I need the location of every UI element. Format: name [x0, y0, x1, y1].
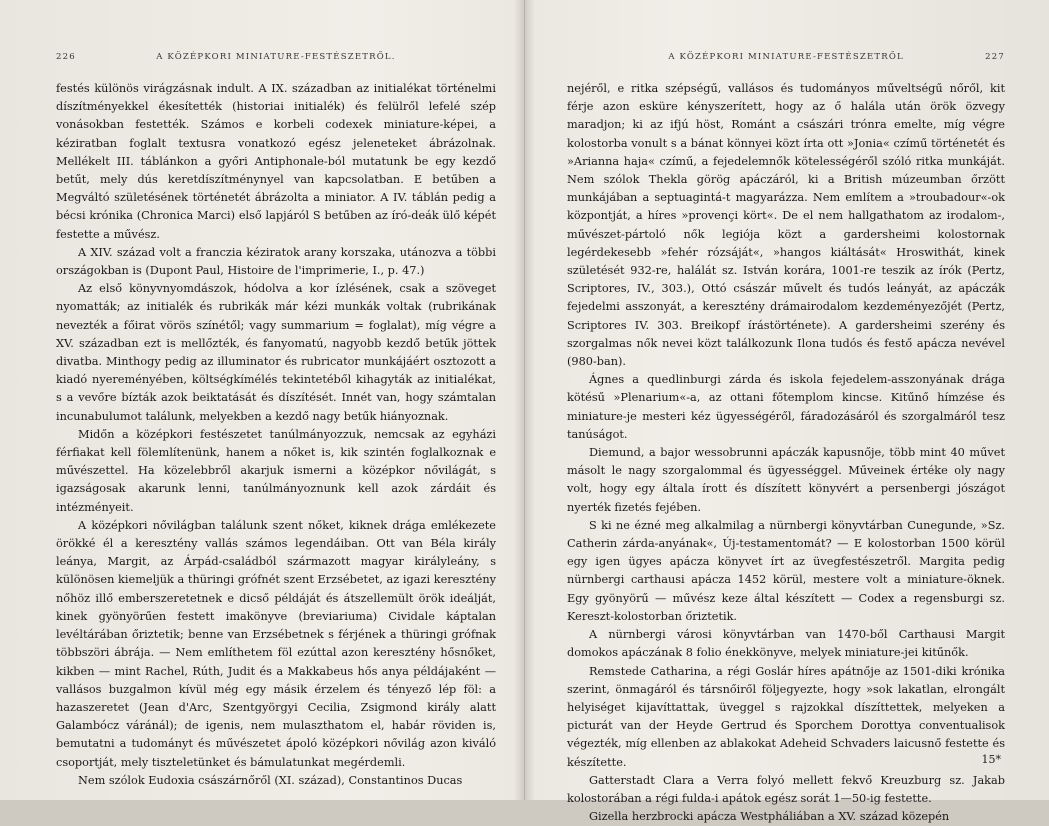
paragraph: festés különös virágzásnak indult. A IX. században az initialékat történelmi díszítményekkel ékesítették (historiai initialék) és felülről lefelé szép vonásokban festették. Számos e korbeli codexek miniature-képei, a kéziratban foglalt textusra vonatkozó egész jeleneteket ábrázolnak. Mellékelt III. táblánkon a győri Antiphonale-ból mutatunk be egy kezdő betűt, mely dús keretdíszítménynyel van kapcsolatban. E betűben a Megváltó születésének történetét ábrázolta a miniator. A IV. táblán pedig a bécsi krónika (Chronica Marci) első lapjáról S betűben az író-deák ülő képét festette a művész. — [56, 82, 496, 241]
right-running-head — [567, 52, 1005, 68]
paragraph: Ágnes a quedlinburgi zárda és iskola fejedelem-asszonyának drága kötésű »Plenarium«-a, az ottani főtemplom kincse. Kitűnő hímzése és miniature-je mesteri kéz ügyességéről, fáradozásáról és szorgalmáról tesz tanúságot. — [567, 373, 1005, 441]
paragraph: A középkori nővilágban találunk szent nőket, kiknek drága emlékezete örökké él a keresztény vallás számos legendáiban. Ott van Béla király leánya, Margit, az Árpád-családból származott magyar királyleány, s különösen kiemeljük a thüringi grófnét szent Erzsébetet, az igazi keresztény nőhöz illő emberszeretetnek e dicső példáját és átszellemült örök ideálját, kinek gyönyörűen festett imakönyve (breviariuma) Cividale káptalan levéltárában őriztetik; benne van Erzsébetnek s férjének a thüringi grófnak többszöri ábrája. — Nem említhetem föl ezúttal azon keresztény hősnőket, kikben — mint Rachel, Rúth, Judit és a Makkabeus hős anya példájaként — vallásos buzgalmon kívül még egy másik érzelem és tényező lép föl: a hazaszeretet (Jean d'Arc, Szentgyörgyi Cecilia, Zsigmond király alatt Galambócz váránál); de igenis, nem mulaszthatom el, habár röviden is, bemutatni a tudományt és művészetet ápoló középkori nővilág azon kiváló csoportját, mely tiszteletünket és bámulatunkat megérdemli. — [56, 518, 496, 769]
left-page — [0, 0, 524, 800]
paragraph: Remstede Catharina, a régi Goslár híres apátnője az 1501-diki krónika szerint, önmagáról és társnőiről följegyezte, hogy »sok lakatlan, elrongált helyiséget kijavíttattak, üveggel s rajzokkal díszíttettek, melyeken a picturát van der Heyde Gertrud és Sporchem Dorottya conventualisok végezték, míg ellenben az ablakokat Adeheid Schvaders laicusnő festette és készítette. — [567, 664, 1005, 769]
right-page — [525, 0, 1049, 824]
paragraph: Gizella herzbrocki apácza Westpháliában a XV. század közepén — [589, 810, 950, 824]
left-running-title: A KÖZÉPKORI MINIATURE-FESTÉSZETRŐL. — [156, 52, 396, 62]
right-page-text — [567, 80, 1005, 826]
right-running-title: A KÖZÉPKORI MINIATURE-FESTÉSZETRŐL — [668, 52, 904, 62]
paragraph: A nürnbergi városi könyvtárban van 1470-ből Carthausi Margit domokos apáczának 8 folio énekkönyve, melyek miniature-jei kitűnők. — [567, 628, 1005, 660]
paragraph: Gatterstadt Clara a Verra folyó mellett fekvő Kreuzburg sz. Jakab kolostorában a régi fulda-i apátok egész sorát 1—50-ig festette. — [567, 773, 1005, 805]
paragraph: A XIV. század volt a franczia kéziratok arany korszaka, utánozva a többi országokban is (Dupont Paul, Histoire de l'imprimerie, I., p. 47.) — [56, 245, 496, 278]
paragraph: Nem szólok Eudoxia császárnőről (XI. század), Constantinos Ducas — [78, 773, 463, 787]
signature-mark: 15* — [981, 753, 1001, 766]
paragraph: Midőn a középkori festészetet tanúlmányozzuk, nemcsak az egyházi férfiakat kell fölemlítenünk, hanem a nőket is, kik szintén foglalkoznak e művészettel. Ha közelebbről akarjuk ismerni a középkor nővilágát, s igazságosak akarunk lenni, tanúlmányoznunk kell azok zárdáit és intézményeit. — [56, 427, 496, 514]
left-page-text — [56, 80, 496, 790]
right-page-number: 227 — [985, 52, 1005, 62]
left-page-number: 226 — [56, 52, 76, 62]
paragraph: Diemund, a bajor wessobrunni apáczák kapusnője, több mint 40 művet másolt le nagy szorgalommal és ügyességgel. Műveinek értéke oly nagy volt, hogy egy általa írott és díszített könyvért a persenbergi jószágot nyerték fizetés fejében. — [567, 446, 1005, 514]
paragraph: S ki ne ézné meg alkalmilag a nürnbergi könyvtárban Cunegunde, »Sz. Catherin zárda-anyának«, Új-testamentomát? — E kolostorban 1500 körül egy igen ügyes apácza könyvet írt az üvegfestészetről. Margita pedig nürnbergi carthausi apácza 1452 körül, mestere volt a miniature-öknek. Egy gyönyörű — művész keze által készített — Codex a regensburgi sz. Kereszt-kolostorban őriztetik. — [567, 518, 1005, 623]
paragraph: nejéről, e ritka szépségű, vallásos és tudományos műveltségű nőről, kit férje azon esküre kényszerített, hogy az ő halála után örök özvegy maradjon; ki az ifjú höst, Románt a császári trónra emelte, míg végre kolostorba vonult s a bánat könnyei közt írta ott »Jonia« czímű történetét és »Arianna haja« czímű, a fejedelemnők kötelességéről szóló ritka munkáját. Nem szólok Thekla görög apáczáról, ki a British múzeumban őrzött munkájában a septuagintá-t magyarázza. Nem említem a »troubadour«-ok központját, a híres »provençi kört«. De el nem hallgathatom az irodalom-, művészet-pártoló nők legiója közt a gardersheimi kolostornak legérdekesebb »fehér rózsáját«, »hangos kiáltását« Hroswithát, kinek születését 932-re, halálát sz. István korára, 1001-re teszik az írók (Pertz, Scriptores, IV., 303.), Ottó császár művelt és tudós leányát, az apáczák fejedelmi asszonyát, a keresztény drámairodalom kezdeményezőjét (Pertz, Scriptores IV. 303. Breikopf írástörténete). A gardersheimi szerény és szorgalmas nők nevei közt találkozunk Ilona tudós és festő apácza nevével (980-ban). — [567, 82, 1005, 369]
left-running-head — [56, 52, 496, 68]
paragraph: Az első könyvnyomdászok, hódolva a kor ízlésének, csak a szöveget nyomatták; az initialék és rubrikák már kézi munkák voltak (rubrikának nevezték a főirat vörös színétől; vagy summarium = foglalat), míg végre a XV. században ezt is mellőzték, és fanyomatú, nagyobb kezdő betűk jöttek divatba. Minthogy pedig az illuminator és rubricator munkájáért osztozott a kiadó nyereményében, költségkímélés tekintetéből kihagyták az initialékat, s a vevőre bízták azok beiktatását és díszítését. Innét van, hogy számtalan incunabulumot találunk, melyekben a kezdő nagy betűk hiányoznak. — [56, 282, 496, 423]
